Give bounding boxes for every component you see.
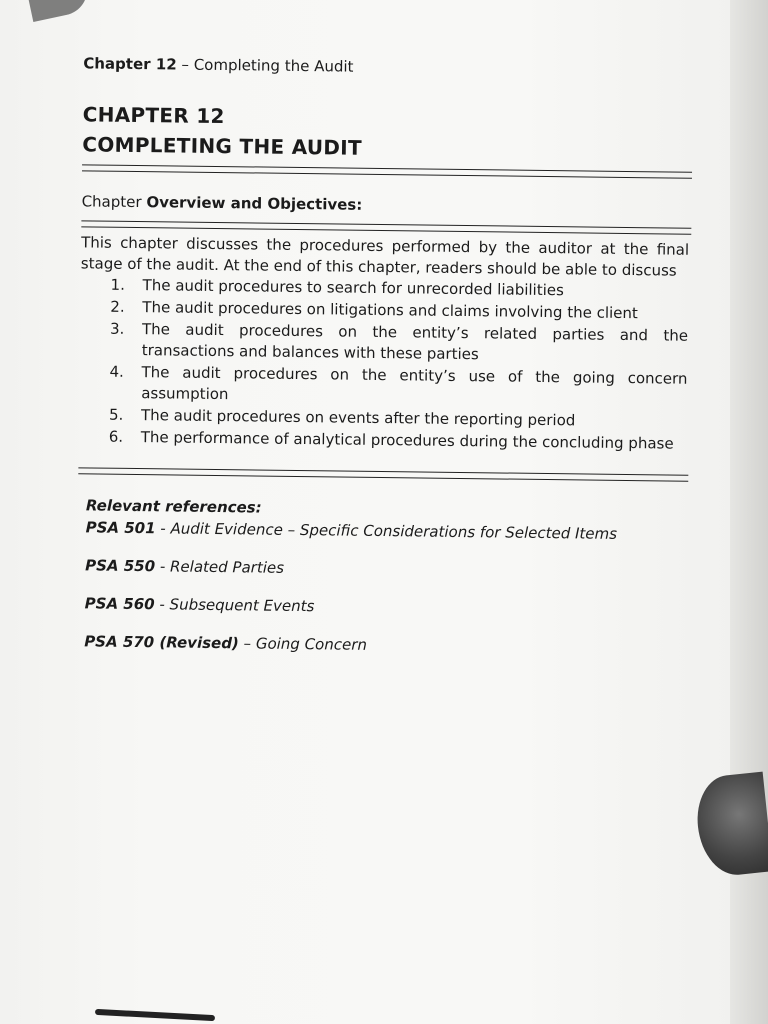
reference-code: PSA 550 (85, 556, 156, 576)
reference-code: PSA 501 (85, 518, 156, 538)
running-head-dash: – (181, 55, 194, 74)
running-head-label: Chapter 12 (83, 54, 177, 74)
overview-heading-prefix: Chapter (81, 192, 142, 212)
objective-text: The audit procedures to search for unrecorded liabilities (142, 276, 564, 300)
double-rule-divider (82, 164, 692, 178)
objectives-list (79, 274, 689, 455)
chapter-title: COMPLETING THE AUDIT (82, 132, 363, 160)
overview-intro: This chapter discusses the procedures performed by the auditor at the final stage of the audit. At the end of this chapter, readers should be able to discuss (80, 233, 690, 280)
objective-text: The audit procedures on events after the reporting period (140, 406, 576, 430)
double-rule-divider (78, 467, 688, 481)
references-heading: Relevant references: (85, 496, 262, 517)
running-head-title: Completing the Audit (193, 55, 354, 76)
reference-text: - Subsequent Events (154, 595, 315, 616)
reference-item (85, 594, 685, 619)
reference-code: PSA 560 (84, 594, 155, 614)
objective-text: The audit procedures on the entity’s use of the going concern assumption (141, 363, 688, 404)
reference-item (85, 556, 685, 581)
overview-heading (82, 192, 363, 213)
reference-text: – Going Concern (238, 634, 368, 654)
reference-text: - Related Parties (155, 557, 285, 577)
reference-item (86, 518, 686, 543)
reference-text: - Audit Evidence – Specific Considerations for Selected Items (155, 519, 618, 543)
objective-number: 2. (110, 297, 125, 316)
references-section (84, 496, 686, 677)
objective-text: The performance of analytical procedures during the concluding phase (140, 428, 674, 453)
objective-number: 3. (109, 319, 125, 338)
reference-code: PSA 570 (Revised) (84, 632, 239, 653)
objective-text: The audit procedures on the entity’s related parties and the transactions and balances with these parties (141, 320, 689, 364)
overview-heading-rest: Overview and Objectives: (146, 193, 363, 214)
objective-number: 4. (109, 362, 124, 381)
objective-text: The audit procedures on litigations and claims involving the client (142, 298, 638, 323)
chapter-number: CHAPTER 12 (82, 102, 225, 129)
reference-item (84, 632, 684, 657)
objective-number: 5. (108, 405, 124, 424)
objective-number: 1. (110, 275, 126, 294)
objective-item (80, 318, 688, 367)
objective-number: 6. (108, 427, 124, 446)
objective-item (79, 361, 687, 410)
running-head (83, 54, 353, 75)
